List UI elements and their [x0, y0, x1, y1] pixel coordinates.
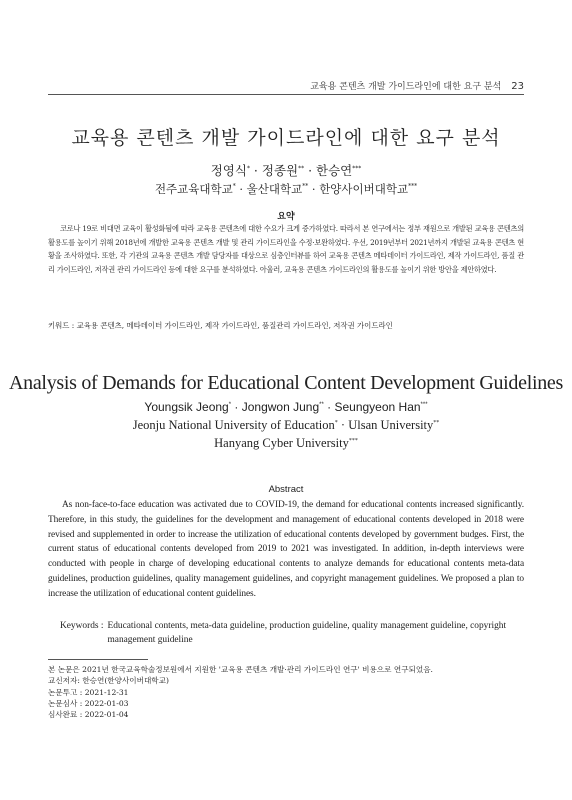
affiliation-mark: ***	[408, 183, 418, 191]
english-keywords-text: Educational contents, meta-data guideline, production guideline, quality management guideline, copyright management guideline	[107, 621, 507, 645]
affiliation-mark: **	[302, 183, 309, 191]
author-name: Youngsik Jeong	[144, 400, 229, 414]
affiliation-name: Hanyang Cyber University	[214, 436, 349, 450]
author-mark: ***	[420, 402, 428, 408]
author-mark: *	[228, 402, 232, 408]
author-mark: ***	[352, 164, 362, 172]
footnote-corresponding-author: 교신저자: 한승연(한양사이버대학교)	[48, 676, 169, 686]
korean-abstract: 코로나 19로 비대면 교육이 활성화됨에 따라 교육용 콘텐츠에 대한 수요가 크게 증가하였다. 따라서 본 연구에서는 정부 재원으로 개발된 교육용 콘텐츠의 활용도를 높이기 위해 2018년에 개발한 교육용 콘텐츠 개발 및 관리 가이드라인을 수정·보완하였다. 우선, 2019년부터 2021년까지 개발된 교육용 콘텐츠 현황을 조사하였다. 또한, 각 기관의 교육용 콘텐츠 개발 담당자를 대상으로 심층인터뷰를 하여 교육용 콘텐츠 메타데이터 가이드라인, 제작 가이드라인, 품질 관리 가이드라인, 저작권 관리 가이드라인 등에 대한 요구를 분석하였다. 아울러, 교육용 콘텐츠 가이드라인의 활용도를 높이기 위한 방안을 제안하였다.	[48, 224, 524, 274]
english-title: Analysis of Demands for Educational Content Development Guidelines	[9, 372, 563, 394]
footnotes	[48, 664, 524, 720]
header-rule	[48, 94, 524, 95]
author-name: 한승연	[316, 163, 353, 178]
english-affiliations-line1: Jeonju National University of Education* · Ulsan University**	[132, 418, 440, 432]
affiliation-mark: **	[433, 419, 440, 426]
footnote-submitted: 논문투고 : 2021-12-31	[48, 687, 129, 697]
footnote-reviewed: 논문심사 : 2022-01-03	[48, 698, 129, 708]
korean-keywords	[48, 320, 524, 332]
footnote-accepted: 심사완료 : 2022-01-04	[48, 710, 129, 720]
english-affiliations-line2	[0, 436, 572, 451]
author-name: Seungyeon Han	[334, 400, 421, 414]
running-head-title: 교육용 콘텐츠 개발 가이드라인에 대한 요구 분석	[310, 82, 502, 92]
author-name: 정영식	[210, 163, 247, 178]
korean-affiliations: 전주교육대학교* · 울산대학교** · 한양사이버대학교***	[154, 182, 418, 196]
english-keywords	[60, 619, 524, 647]
affiliation-mark: *	[232, 183, 236, 191]
footnote-funding: 본 논문은 2021년 한국교육학술정보원에서 지원한 '교육용 콘텐츠 개발·관리 가이드라인 연구' 비용으로 연구되었음.	[48, 665, 433, 674]
affiliation-name: 울산대학교	[246, 182, 303, 196]
affiliation-name: 전주교육대학교	[154, 182, 233, 196]
english-keywords-label: Keywords :	[60, 621, 104, 631]
affiliation-name: 한양사이버대학교	[319, 182, 409, 196]
author-mark: **	[319, 402, 324, 408]
english-authors: Youngsik Jeong* · Jongwon Jung** · Seungyeon Han***	[144, 400, 428, 414]
footnote-rule	[48, 659, 148, 660]
author-mark: **	[298, 164, 305, 172]
korean-keywords-label: 키워드 :	[48, 321, 75, 330]
affiliation-mark: *	[334, 419, 338, 426]
affiliation-mark: ***	[348, 437, 358, 444]
author-mark: *	[246, 164, 250, 172]
korean-title: 교육용 콘텐츠 개발 가이드라인에 대한 요구 분석	[71, 127, 501, 149]
english-abstract: As non-face-to-face education was activated due to COVID-19, the demand for educational contents increased significantly. Therefore, in this study, the guidelines for the development and management of educational contents developed in 2018 were revised and supplemented in order to increase the utilization of educational contents developed by government budges. First, the current status of educational contents developed from 2019 to 2021 was investigated. In addition, in-depth interviews were conducted with people in charge of developing educational contents to analyze demands for educational contents meta-data guidelines, production guidelines, quality management guidelines, and copyright management guidelines. We proposed a plan to increase the utilization of educational content guidelines.	[48, 500, 524, 599]
running-head	[310, 79, 524, 92]
author-name: 정종원	[261, 163, 299, 178]
korean-keywords-text: 교육용 콘텐츠, 메타데이터 가이드라인, 제작 가이드라인, 품질관리 가이드라인, 저작권 가이드라인	[76, 321, 393, 330]
korean-abstract-label: 요약	[277, 212, 295, 222]
english-abstract-label: Abstract	[268, 484, 304, 495]
page-number: 23	[511, 81, 524, 92]
affiliation-name: Jeonju National University of Education	[132, 418, 335, 432]
author-name: Jongwon Jung	[241, 400, 320, 414]
affiliation-name: Ulsan University	[348, 418, 434, 432]
korean-authors: 정영식* · 정종원** · 한승연***	[210, 163, 362, 178]
